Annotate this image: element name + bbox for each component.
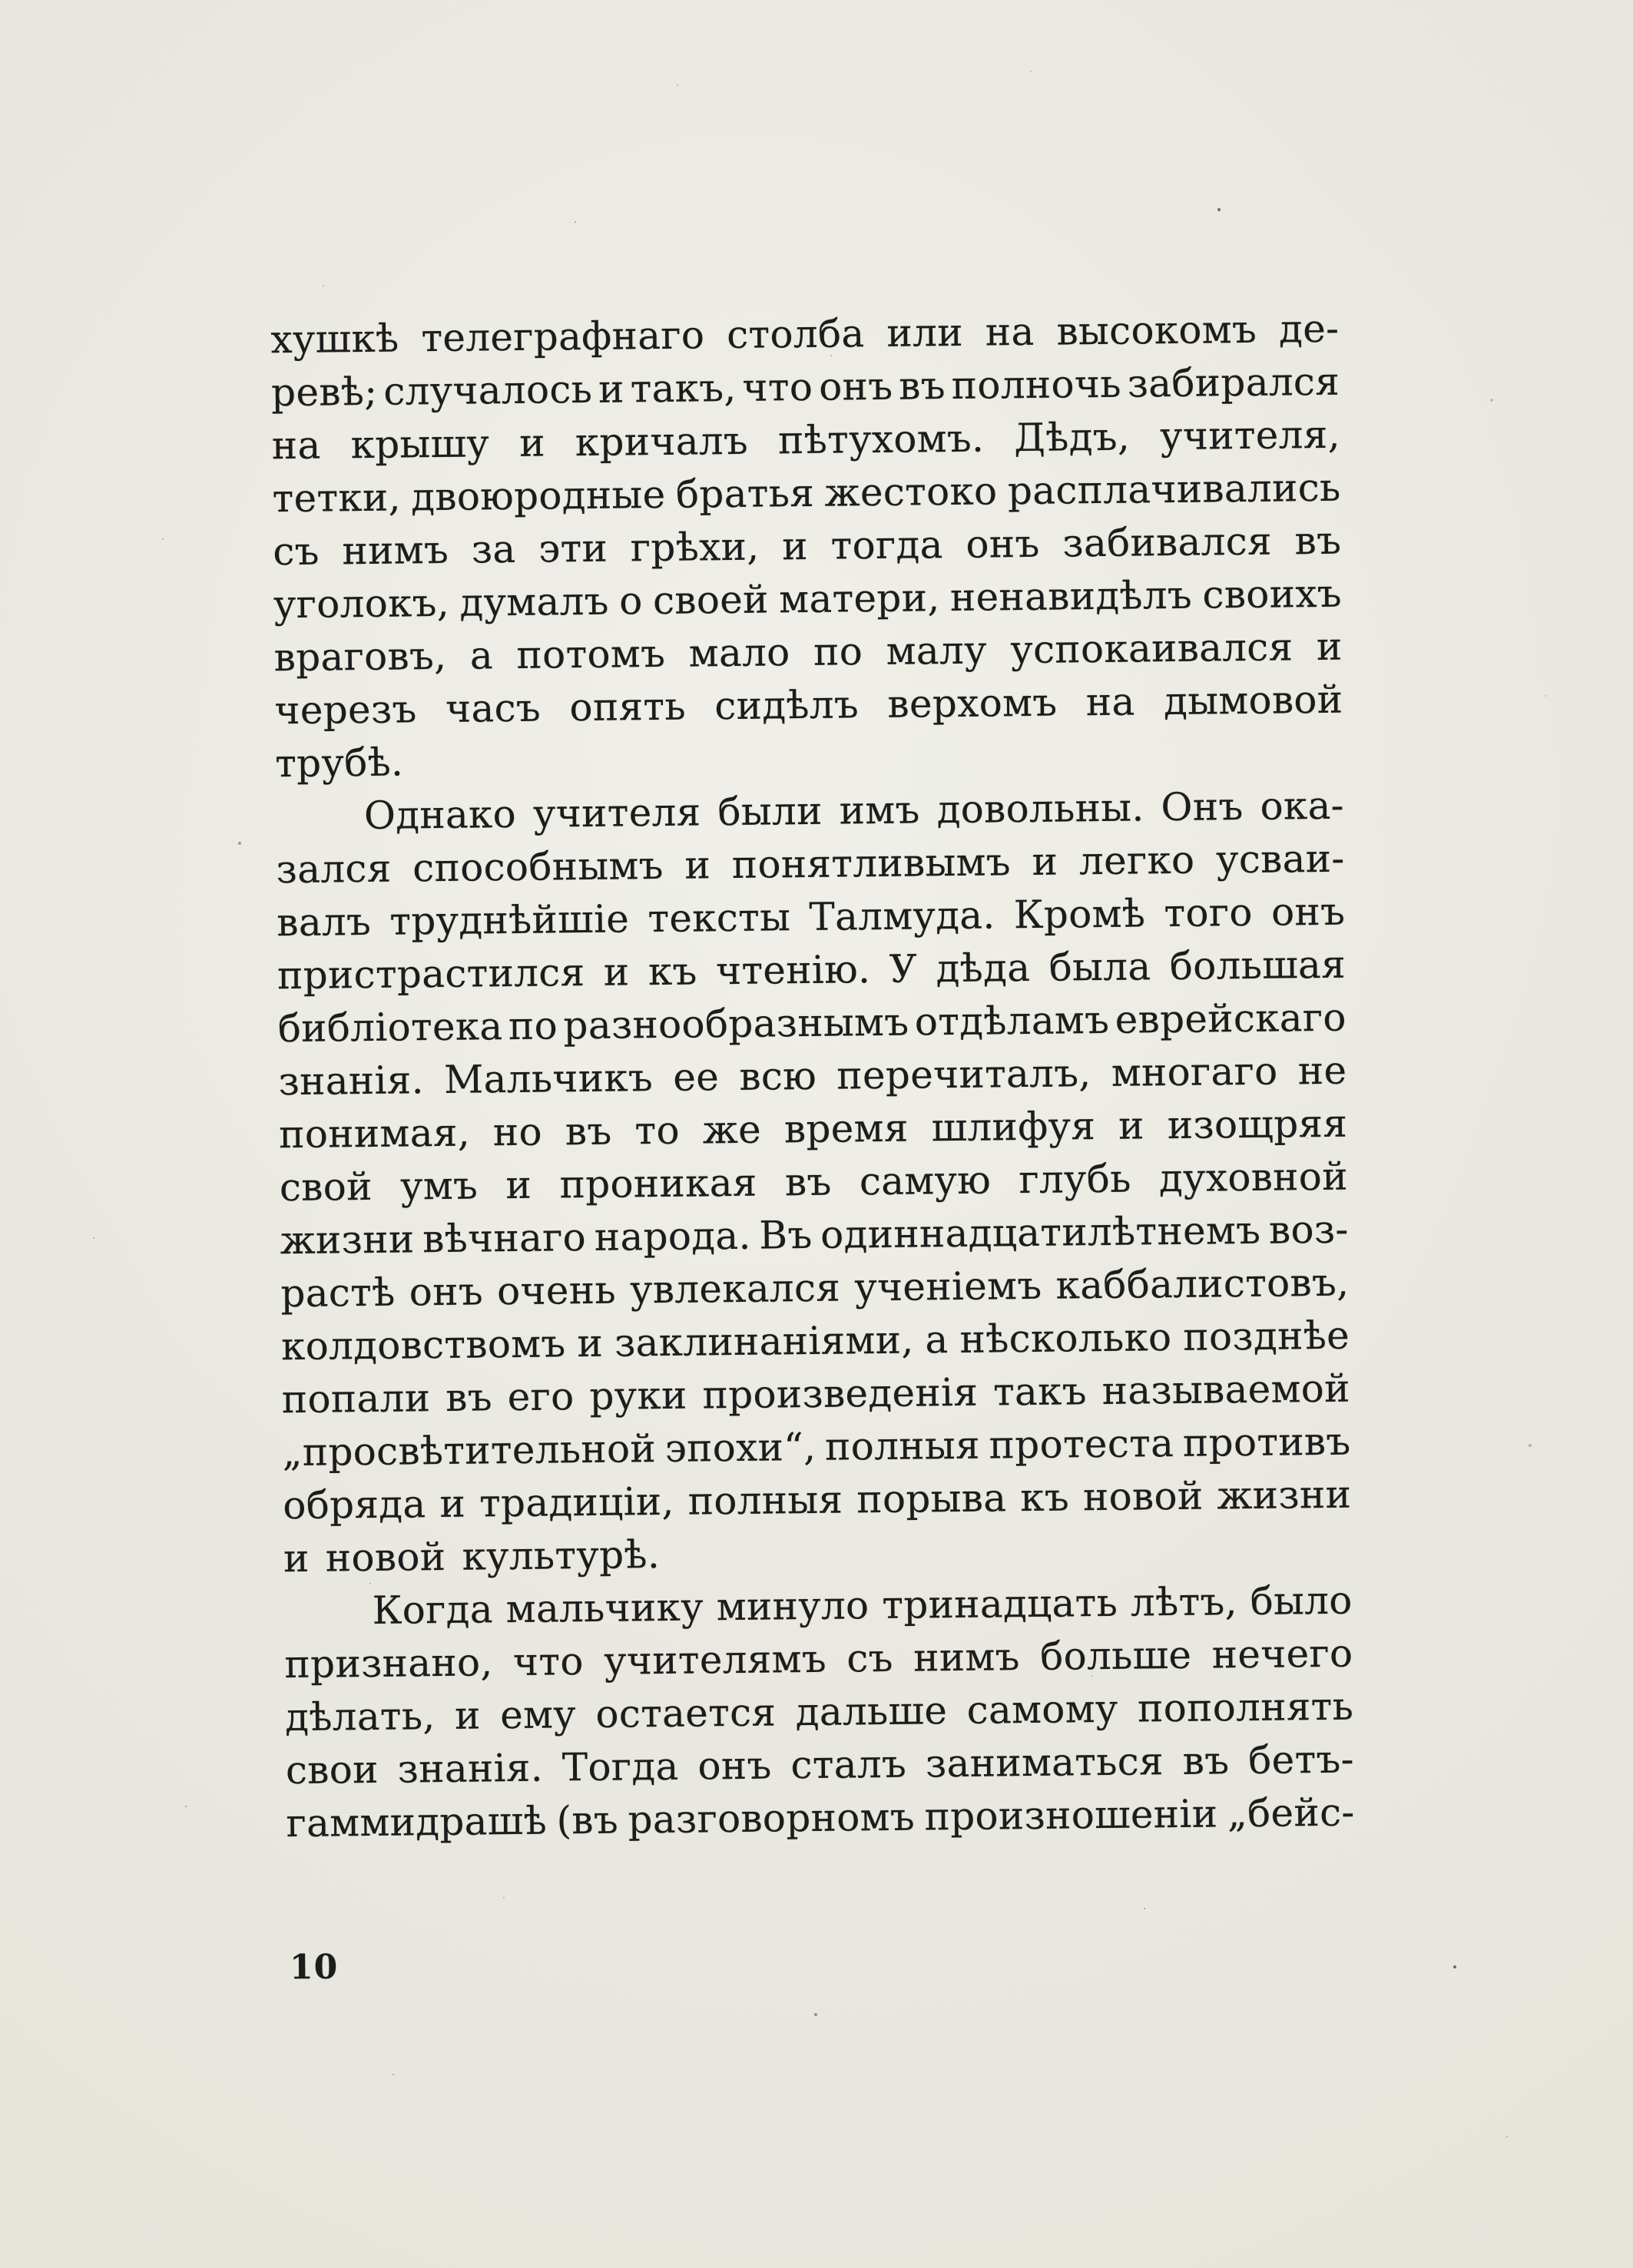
word: по xyxy=(508,1003,558,1049)
word: протеста xyxy=(989,1421,1174,1468)
word: время xyxy=(783,1105,909,1152)
word: свой xyxy=(279,1164,373,1210)
word: вѣчнаго xyxy=(422,1215,587,1262)
word: а xyxy=(925,1317,949,1362)
word: и xyxy=(598,366,625,412)
word: заклинаніями, xyxy=(614,1317,914,1366)
word: шлифуя xyxy=(931,1104,1096,1151)
word: произведенія xyxy=(702,1369,979,1418)
word: полныя xyxy=(687,1477,843,1524)
word: успокаивался xyxy=(1010,624,1293,673)
word: была xyxy=(1048,944,1151,990)
word: того xyxy=(1164,889,1254,936)
word: Онъ xyxy=(1161,784,1244,830)
word: тринадцать xyxy=(882,1580,1118,1628)
word: и xyxy=(1032,839,1058,884)
text-line: трубѣ. xyxy=(274,740,404,786)
word: ученіемъ xyxy=(854,1263,1042,1310)
word: руки xyxy=(589,1372,687,1419)
word: и xyxy=(577,1320,604,1366)
word: разговорномъ xyxy=(628,1794,916,1843)
word: своей xyxy=(652,577,770,624)
word: и xyxy=(781,523,809,569)
word: къ xyxy=(648,949,697,995)
word: увлекался xyxy=(629,1265,841,1313)
word: онъ xyxy=(966,521,1040,567)
word: колдовствомъ xyxy=(280,1321,566,1369)
word: жестоко xyxy=(824,468,998,515)
word: не xyxy=(1297,1048,1347,1094)
word: дымовой xyxy=(1163,677,1343,724)
word: способнымъ xyxy=(412,843,664,891)
word: эти xyxy=(538,525,608,571)
word: самому xyxy=(966,1686,1118,1733)
word: минуло xyxy=(716,1583,869,1630)
word: традиціи, xyxy=(479,1478,674,1526)
word: малу xyxy=(886,627,988,674)
word: „просвѣтительной xyxy=(282,1426,657,1475)
word: высокомъ xyxy=(1056,306,1257,354)
word: Когда xyxy=(372,1587,494,1633)
word: Дѣдъ, xyxy=(1013,414,1131,461)
word: противъ xyxy=(1182,1419,1351,1465)
word: на xyxy=(985,309,1035,355)
word: умъ xyxy=(399,1163,479,1209)
paper-texture xyxy=(0,0,2,2)
word: часъ xyxy=(445,685,542,731)
word: такъ, xyxy=(630,365,737,412)
word: полныя xyxy=(824,1422,981,1469)
word: на xyxy=(1085,679,1135,725)
word: и xyxy=(603,949,630,995)
word: Тогда xyxy=(561,1743,679,1790)
word: заниматься xyxy=(925,1739,1164,1786)
word: ревѣ; xyxy=(270,369,378,416)
word: потомъ xyxy=(516,631,666,677)
word: чтенію. xyxy=(715,947,871,994)
word: порыва xyxy=(856,1475,1007,1522)
word: свои xyxy=(285,1747,379,1793)
word: въ xyxy=(898,363,946,409)
text-line xyxy=(274,674,1343,738)
word: знанія. xyxy=(278,1058,425,1104)
word: тексты xyxy=(648,895,791,942)
word: „бейс- xyxy=(1227,1790,1355,1836)
word: духовной xyxy=(1158,1154,1349,1201)
text-line xyxy=(283,1468,1352,1533)
word: очень xyxy=(496,1267,617,1314)
word: зался xyxy=(276,846,392,892)
word: проникая xyxy=(559,1160,757,1207)
text-block xyxy=(270,303,1355,1850)
word: пѣтухомъ. xyxy=(777,416,985,463)
word: что xyxy=(512,1639,585,1685)
word: полночь xyxy=(951,361,1122,409)
word: же xyxy=(702,1107,762,1153)
word: верхомъ xyxy=(887,680,1058,727)
word: эпохи“, xyxy=(664,1424,816,1471)
word: новой xyxy=(1082,1473,1204,1520)
word: мальчику xyxy=(505,1584,704,1632)
word: забивался xyxy=(1062,518,1273,566)
word: столба xyxy=(726,311,865,358)
word: и xyxy=(439,1481,466,1527)
word: народа. xyxy=(594,1213,751,1260)
word: легко xyxy=(1078,837,1195,884)
word: воз- xyxy=(1268,1207,1349,1253)
word: жизни xyxy=(280,1217,415,1263)
word: хушкѣ xyxy=(270,316,399,363)
word: еврейскаго xyxy=(1115,995,1347,1042)
word: ненавидѣлъ xyxy=(949,572,1193,621)
word: и xyxy=(1118,1103,1145,1148)
word: Въ xyxy=(759,1212,813,1258)
word: Мальчикъ xyxy=(443,1055,654,1102)
word: тетки, xyxy=(272,475,402,521)
word: ему xyxy=(499,1692,577,1738)
word: сидѣлъ xyxy=(714,682,860,729)
word: думалъ xyxy=(459,578,610,625)
word: мало xyxy=(688,630,790,676)
word: Кромѣ xyxy=(1013,891,1146,938)
word: то xyxy=(634,1108,681,1154)
word: позднѣе xyxy=(1183,1313,1350,1359)
word: онъ xyxy=(1270,889,1346,935)
word: въ xyxy=(1294,518,1342,564)
word: всю xyxy=(739,1053,817,1099)
word: случалось xyxy=(383,366,593,414)
word: валъ xyxy=(277,899,372,945)
text-line xyxy=(283,1574,1353,1639)
word: де- xyxy=(1278,306,1340,352)
word: понятливымъ xyxy=(731,839,1012,888)
word: растѣ xyxy=(280,1270,396,1316)
word: или xyxy=(886,310,964,356)
word: матери, xyxy=(778,575,940,622)
word: обряда xyxy=(282,1482,426,1528)
word: Однако xyxy=(363,791,517,839)
word: самую xyxy=(859,1157,992,1204)
word: и xyxy=(684,843,711,888)
word: за xyxy=(471,526,516,572)
word: братья xyxy=(675,470,815,517)
word: каббалистовъ, xyxy=(1055,1260,1350,1308)
word: бетъ- xyxy=(1247,1737,1355,1783)
page-number: 10 xyxy=(289,1947,339,1988)
word: своихъ xyxy=(1202,571,1343,617)
word: враговъ, xyxy=(273,633,447,680)
word: нѣсколько xyxy=(959,1315,1172,1362)
word: и xyxy=(1316,624,1343,670)
word: что xyxy=(742,364,813,410)
word: въ xyxy=(1182,1738,1230,1783)
word: лѣтъ, xyxy=(1130,1579,1238,1625)
word: расплачивались xyxy=(1007,465,1341,514)
word: телеграфнаго xyxy=(421,313,705,361)
word: по xyxy=(813,629,863,674)
word: нимъ xyxy=(342,527,449,574)
word: пополнять xyxy=(1137,1684,1354,1731)
word: гаммидрашѣ xyxy=(286,1798,548,1846)
word: Талмуда. xyxy=(809,892,995,939)
word: учителямъ xyxy=(603,1636,827,1684)
word: и xyxy=(518,420,546,465)
word: признано, xyxy=(284,1640,493,1687)
word: и xyxy=(454,1693,481,1738)
word: но xyxy=(492,1109,543,1155)
word: сталъ xyxy=(790,1741,907,1788)
word: У xyxy=(889,946,918,992)
word: нимъ xyxy=(913,1634,1021,1680)
word: такъ xyxy=(992,1369,1088,1415)
word: труднѣйшіе xyxy=(389,896,630,944)
word: многаго xyxy=(1111,1048,1278,1095)
text-line: и новой культурѣ. xyxy=(283,1532,661,1581)
word: въ xyxy=(445,1375,493,1420)
word: отдѣламъ xyxy=(914,997,1110,1045)
word: перечиталъ, xyxy=(836,1051,1091,1098)
word: а xyxy=(469,633,494,678)
word: и xyxy=(505,1162,532,1208)
word: опять xyxy=(569,684,687,730)
word: (въ xyxy=(556,1797,619,1843)
word: онъ xyxy=(697,1743,772,1789)
word: было xyxy=(1250,1578,1353,1624)
word: учителя xyxy=(532,790,701,836)
word: учителя, xyxy=(1159,412,1341,459)
word: забирался xyxy=(1127,359,1340,406)
word: о xyxy=(618,578,643,624)
word: пристрастился xyxy=(277,950,585,998)
word: къ xyxy=(1019,1475,1070,1521)
word: черезъ xyxy=(274,687,417,733)
word: ее xyxy=(672,1055,720,1100)
word: знанія. xyxy=(397,1745,544,1792)
word: изощряя xyxy=(1167,1101,1348,1148)
word: жизни xyxy=(1217,1472,1352,1518)
word: дальше xyxy=(795,1688,948,1735)
word: больше xyxy=(1039,1632,1192,1679)
word: его xyxy=(507,1374,575,1420)
word: имъ xyxy=(839,787,920,833)
word: разнообразнымъ xyxy=(563,999,909,1048)
word: усваи- xyxy=(1215,836,1345,882)
word: остается xyxy=(595,1690,777,1737)
word: двоюродные xyxy=(410,472,666,520)
word: одиннадцатилѣтнемъ xyxy=(820,1207,1261,1257)
word: онъ xyxy=(818,363,893,409)
word: грѣхи, xyxy=(630,524,760,571)
word: дѣлать, xyxy=(284,1694,436,1740)
word: въ xyxy=(784,1159,832,1205)
word: библіотека xyxy=(277,1004,503,1051)
word: попали xyxy=(281,1376,431,1422)
word: понимая, xyxy=(278,1110,471,1157)
word: дѣда xyxy=(936,945,1031,992)
word: довольны. xyxy=(936,785,1144,833)
word: уголокъ, xyxy=(273,580,450,627)
word: ока- xyxy=(1260,783,1345,829)
word: нечего xyxy=(1211,1631,1353,1677)
text-line xyxy=(286,1786,1355,1851)
word: съ xyxy=(272,528,320,574)
word: тогда xyxy=(830,522,943,568)
word: на xyxy=(271,422,321,468)
word: въ xyxy=(565,1108,612,1154)
word: большая xyxy=(1169,942,1346,989)
word: онъ xyxy=(409,1269,484,1315)
word: были xyxy=(717,788,823,835)
word: произношеніи xyxy=(924,1791,1218,1839)
word: крышу xyxy=(350,421,490,468)
word: съ xyxy=(846,1635,894,1681)
word: кричалъ xyxy=(575,418,749,465)
word: называемой xyxy=(1101,1366,1351,1414)
word: глубь xyxy=(1019,1156,1131,1203)
